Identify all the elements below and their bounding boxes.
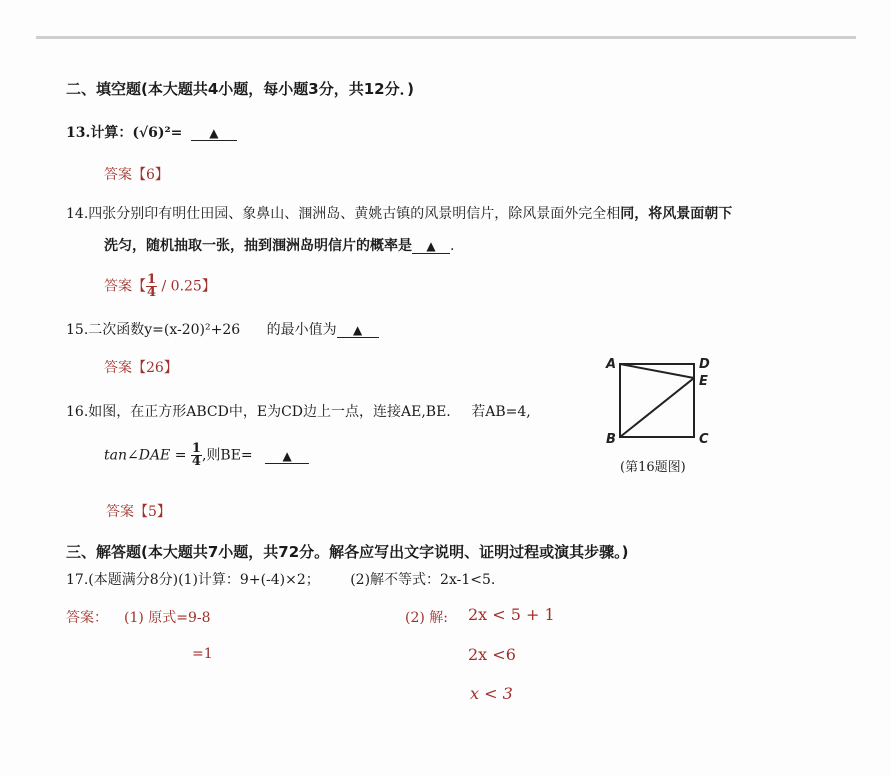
answer-blank [265,449,309,464]
answer-17-part-1: (1) 原式=9-8 [124,610,211,626]
period: . [450,238,455,254]
question-14-text: 14.四张分别印有明仕田园、象鼻山、涠洲岛、黄姚古镇的风景明信片，除风景面外完全相 [66,206,621,222]
label-c: C [699,432,709,447]
question-14-line-1 [66,203,732,223]
question-13 [66,122,237,142]
answer-blank [412,239,450,254]
answer-17-part-1-result: =1 [192,646,213,662]
answer-14 [104,274,216,299]
triangle-marker-icon: ▲ [282,448,292,463]
question-17-text-2: (2)解不等式：2x-1<5. [350,572,496,588]
figure-caption: (第16题图) [620,460,686,475]
triangle-marker-icon: ▲ [209,126,219,140]
triangle-marker-icon: ▲ [353,323,363,337]
fraction-numerator: 1 [147,272,157,287]
square-figure [596,352,726,452]
answer-17-step-3: x < 3 [470,684,513,703]
top-divider [36,36,856,39]
segment-ae [620,364,694,378]
answer-14-suffix: / 0.25】 [157,278,216,295]
question-16-text-b: 若AB=4, [471,404,531,420]
question-16-tan-line [104,443,309,468]
segment-be [620,378,694,437]
question-13-text: 13.计算：(√6)²= [66,125,183,141]
answer-17-step-2: 2x <6 [468,645,516,664]
answer-17-part-2-label: (2) 解: [405,610,448,626]
question-14-text-2: 洗匀，随机抽取一张，抽到涠洲岛明信片的概率是 [104,238,412,254]
answer-14-fraction [146,274,157,299]
question-15-text: 15.二次函数y=(x-20)²+26 [66,322,241,338]
triangle-marker-icon: ▲ [426,239,436,253]
question-15-text-2: 的最小值为 [266,322,337,338]
label-a: A [606,357,617,372]
fraction-numerator: 1 [191,441,201,456]
answer-17-step-1: 2x < 5 + 1 [468,605,555,624]
tan-expression: tan∠DAE = [104,447,187,464]
answer-blank [191,126,237,141]
question-14-line-2 [104,235,454,255]
tan-suffix: ,则BE= [201,447,253,464]
label-d: D [699,357,710,372]
question-16-text: 16.如图，在正方形ABCD中，E为CD边上一点，连接AE,BE. [66,404,451,420]
answer-17-label: 答案： [66,610,108,626]
section-2-heading: 二、填空题(本大题共4小题，每小题3分，共12分．) [66,80,414,98]
section-3-heading: 三、解答题(本大题共7小题，共72分。解各应写出文字说明、证明过程或演其步骤。) [66,543,629,561]
label-b: B [606,432,616,447]
answer-14-prefix: 答案【 [104,278,146,295]
question-16 [66,401,531,421]
label-e: E [699,374,708,389]
question-15 [66,319,379,339]
tan-fraction [191,443,202,468]
fraction-denominator: 4 [147,285,157,300]
question-17-text: 17.(本题满分8分)(1)计算：9+(-4)×2； [66,572,320,588]
question-17 [66,569,495,589]
question-14-bold-text: 同，将风景面朝下 [620,206,733,222]
answer-blank [337,323,379,338]
fraction-denominator: 4 [191,454,201,469]
answer-16: 答案【5】 [106,504,171,520]
answer-13: 答案【6】 [104,167,169,183]
answer-15: 答案【26】 [104,360,178,376]
